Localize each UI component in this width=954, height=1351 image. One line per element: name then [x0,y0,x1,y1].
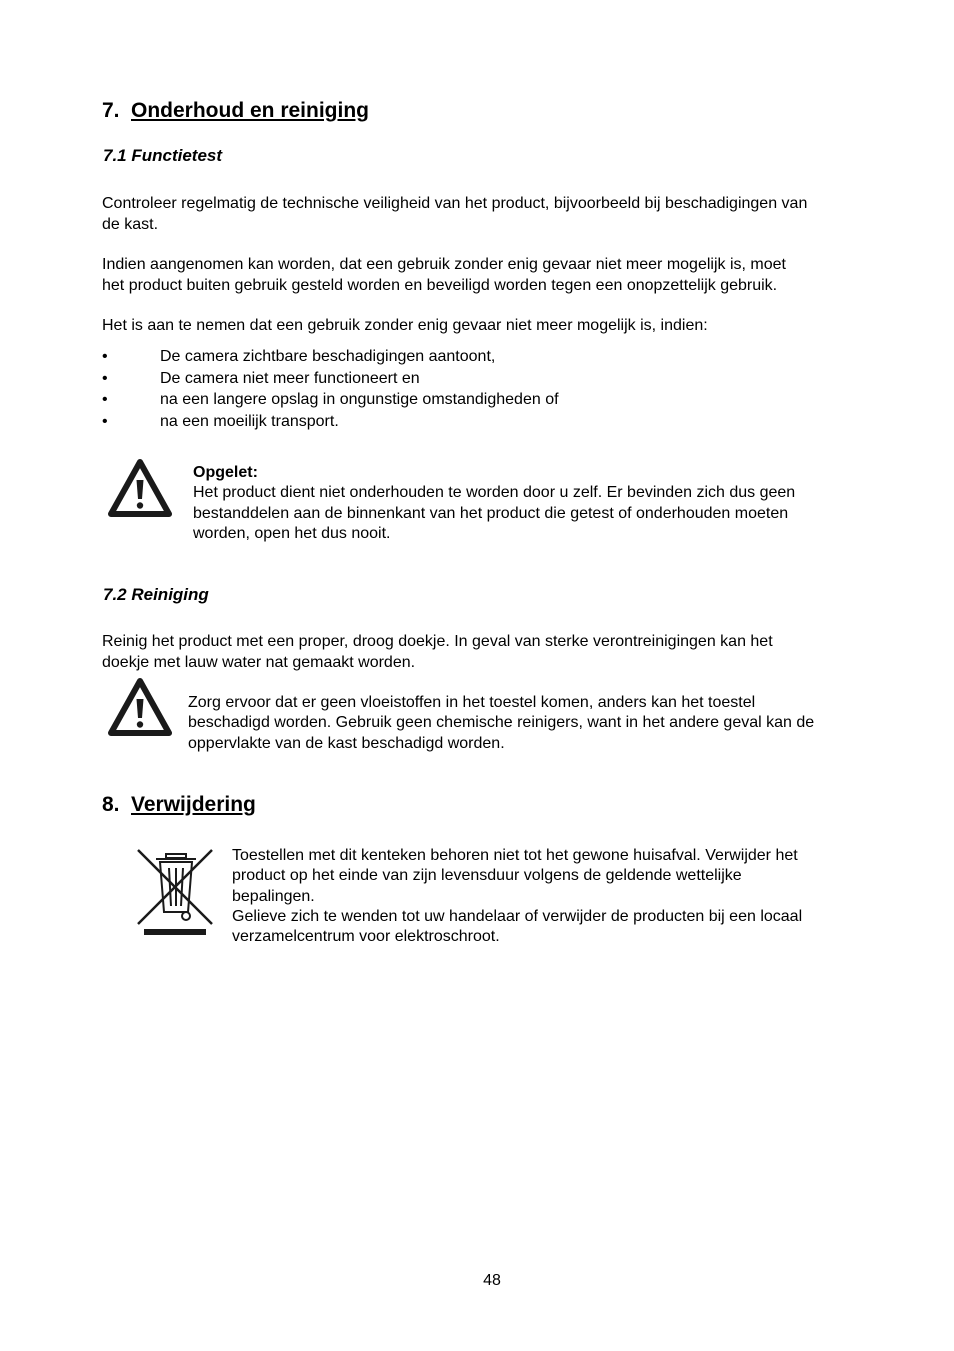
bullet: • [102,413,108,430]
text-line: Het product dient niet onderhouden te worden door u zelf. Er bevinden zich dus geen [193,484,796,502]
text-line: het product buiten gebruik gesteld worden en beveiligd worden tegen een onopzettelijk gebruik. [102,276,778,294]
text-line: Reinig het product met een proper, droog doekje. In geval van sterke verontreinigingen kan het [102,633,773,650]
paragraph-out-of-use [102,255,892,296]
section-title: Verwijdering [131,793,256,816]
subsection-7-1-heading: 7.1 Functietest [103,146,223,165]
text-line: beschadigd worden. Gebruik geen chemische reinigers, want in het andere geval kan de [188,714,815,732]
paragraph-inspection [102,194,892,235]
text-line: Toestellen met dit kenteken behoren niet tot het gewone huisafval. Verwijder het [232,847,798,864]
warning-triangle-icon [108,458,172,518]
section-number: 8. [102,793,120,816]
text-line: de kast. [102,215,159,233]
disposal-note [232,846,802,947]
section-8-heading [102,793,256,817]
list-item-text: na een langere opslag in ongunstige omstandigheden of [160,391,559,408]
text-line: product op het einde van zijn levensduur volgens de geldende wettelijke [232,867,742,885]
bullet: • [102,370,108,387]
text-line: doekje met lauw water nat gemaakt worden. [102,653,416,671]
text-line: Gelieve zich te wenden tot uw handelaar of verwijder de producten bij een locaal [232,907,803,925]
page-number: 48 [483,1272,501,1289]
list-item-text: na een moeilijk transport. [160,413,339,430]
paragraph-cleaning [102,632,892,673]
text-line: Indien aangenomen kan worden, dat een gebruik zonder enig gevaar niet meer mogelijk is, moet [102,256,786,273]
paragraph-conditions-intro: Het is aan te nemen dat een gebruik zonder enig gevaar niet meer mogelijk is, indien: [102,317,708,334]
text-line: worden, open het dus nooit. [193,524,391,542]
text-line: Zorg ervoor dat er geen vloeistoffen in het toestel komen, anders kan het toestel [188,694,756,711]
list-item-text: De camera niet meer functioneert en [160,370,420,387]
crossed-out-wheelie-bin-icon [136,846,216,938]
bullet: • [102,391,108,408]
warning-note [188,693,814,754]
text-line: Controleer regelmatig de technische veiligheid van het product, bijvoorbeeld bij beschadigingen van [102,195,808,212]
list-item-text: De camera zichtbare beschadigingen aantoont, [160,348,496,365]
text-line: bestanddelen aan de binnenkant van het product die getest of onderhouden moeten [193,504,789,522]
section-7-heading [102,99,369,123]
text-line: verzamelcentrum voor elektroschroot. [232,928,500,946]
section-title: Onderhoud en reiniging [131,99,369,122]
subsection-7-2-heading: 7.2 Reiniging [103,585,209,604]
warning-heading: Opgelet: [193,464,258,481]
bullet: • [102,348,108,365]
warning-triangle-icon [108,677,172,737]
section-number: 7. [102,99,120,122]
warning-note [193,463,795,544]
text-line: oppervlakte van de kast beschadigd worden. [188,734,505,752]
text-line: bepalingen. [232,887,315,905]
